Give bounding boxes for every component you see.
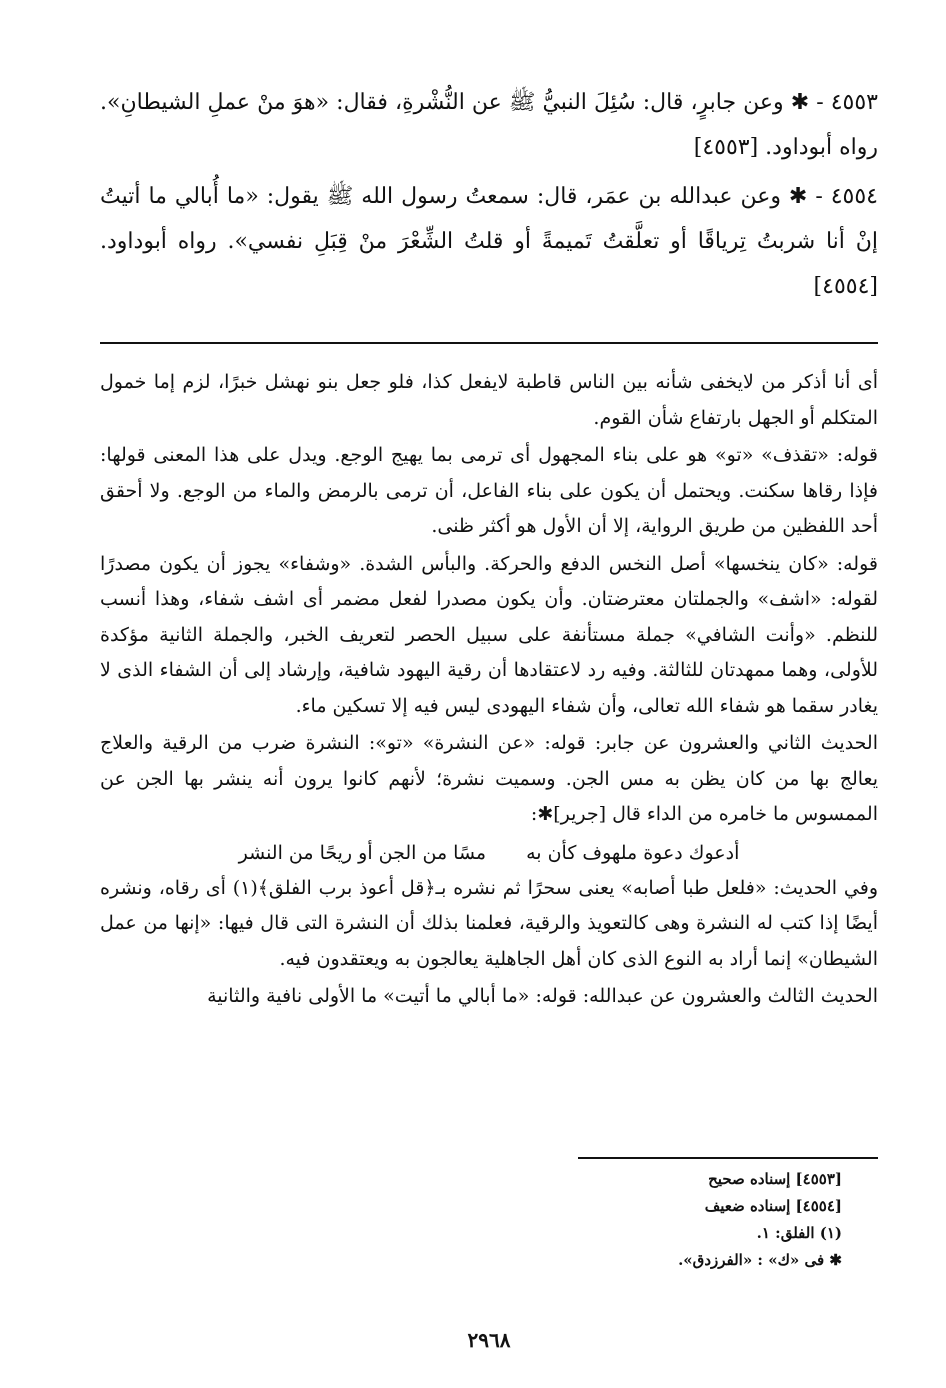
section-divider [100,342,878,344]
book-page [100,80,878,1370]
footnote-4554: [٤٥٥٤] إسناده ضعيف [704,1197,842,1215]
hadith-section [100,80,878,338]
footnote-star: ✱ فى «ك» : «الفرزدق». [678,1251,842,1269]
commentary-paragraph: الحديث الثالث والعشرون عن عبدالله: قوله: «ما أبالي ما أتيت» ما الأولى نافية والثانية [207,985,878,1007]
commentary-paragraph: أى أنا أذكر من لايخفى شأنه بين الناس قاطبة لايفعل كذا، فلو جعل بنو نهشل خبرًا، لزم إما خمول المتكلم أو الجهل بارتفاع شأن القوم. [100,371,878,429]
commentary-section [100,365,878,1017]
commentary-paragraph: قوله: «تقذف» «تو» هو على بناء المجهول أى ترمى بما يهيج الوجع. ويدل على هذا المعنى قولها: فإذا رقاها سكنت. ويحتمل أن يكون على بناء الفاعل، أن ترمى بالرمض والماء من الوجع. ولا أحقق أحد اللفظين من طريق الرواية، إلا أن الأول هو أكثر ظنى. [100,444,878,537]
commentary-paragraph: الحديث الثاني والعشرون عن جابر: قوله: «عن النشرة» «تو»: النشرة ضرب من الرقية والعلاج يعالج بها من كان يظن به مس الجن. وسميت نشرة؛ لأنهم كانوا يرون أنه ينشر بها الجن عن الممسوس ما خامره من الداء قال [جرير]✱: [100,732,878,825]
footnote-4553: [٤٥٥٣] إسناده صحيح [708,1170,842,1188]
commentary-paragraph: وفي الحديث: «فلعل طبا أصابه» يعنى سحرًا ثم نشره بـ﴿قل أعوذ برب الفلق﴾(١) أى رقاه، ونشره أيضًا إذا كتب له النشرة وهى كالتعويذ والرقية، فعلمنا بذلك أن النشرة التى قال فيها: «إنها من عمل الشيطان» إنما أراد به النوع الذى كان أهل الجاهلية يعالجون به ويعتقدون فيه. [100,876,878,970]
poem-first-hemistich: أدعوك دعوة ملهوف كأن به [526,841,740,864]
footnote-divider [578,1157,878,1159]
commentary-paragraph: قوله: «كان ينخسها» أصل النخس الدفع والحركة. والبأس الشدة. «وشفاء» يجوز أن يكون مصدرًا لقوله: «اشف» والجملتان معترضتان. وأن يكون مصدرا لفعل مضمر أى اشف شفاء، وهذا أنسب للنظم. «وأنت الشافي» جملة مستأنفة على سبيل الحصر لتعريف الخبر، والجملة الثانية مؤكدة للأولى، وهما ممهدتان للثالثة. وفيه رد لاعتقادها أن رقية اليهود شافية، وإرشاد إلى أن الشفاء الذى لا يغادر سقما هو شفاء الله تعالى، وأن شفاء اليهودى ليس فيه إلا تسكين ماء. [100,552,878,717]
hadith-4554: ٤٥٥٤ - ✱ وعن عبدالله بن عمَر، قال: سمعتُ رسول الله ﷺ يقول: «ما أُبالي ما أتيتُ إنْ أنا شربتُ تِرياقًا أو تعلَّقتُ تَميمةً أو قلتُ الشِّعْرَ منْ قِبَلِ نفسي». رواه أبوداود. [٤٥٥٤] [100,184,878,299]
poem-verse [100,835,878,871]
footnotes [342,1166,842,1274]
poem-second-hemistich: مسًا من الجن أو ريحًا من النشر [238,841,487,864]
page-number: ٢٩٦٨ [467,1328,511,1352]
hadith-4553: ٤٥٥٣ - ✱ وعن جابرٍ، قال: سُئِلَ النبيُّ ﷺ عن النُّشْرةِ، فقال: «هوَ منْ عملِ الشيطانِ». رواه أبوداود. [٤٥٥٣] [100,90,878,160]
footnote-1: (١) الفلق: ١. [756,1224,842,1242]
